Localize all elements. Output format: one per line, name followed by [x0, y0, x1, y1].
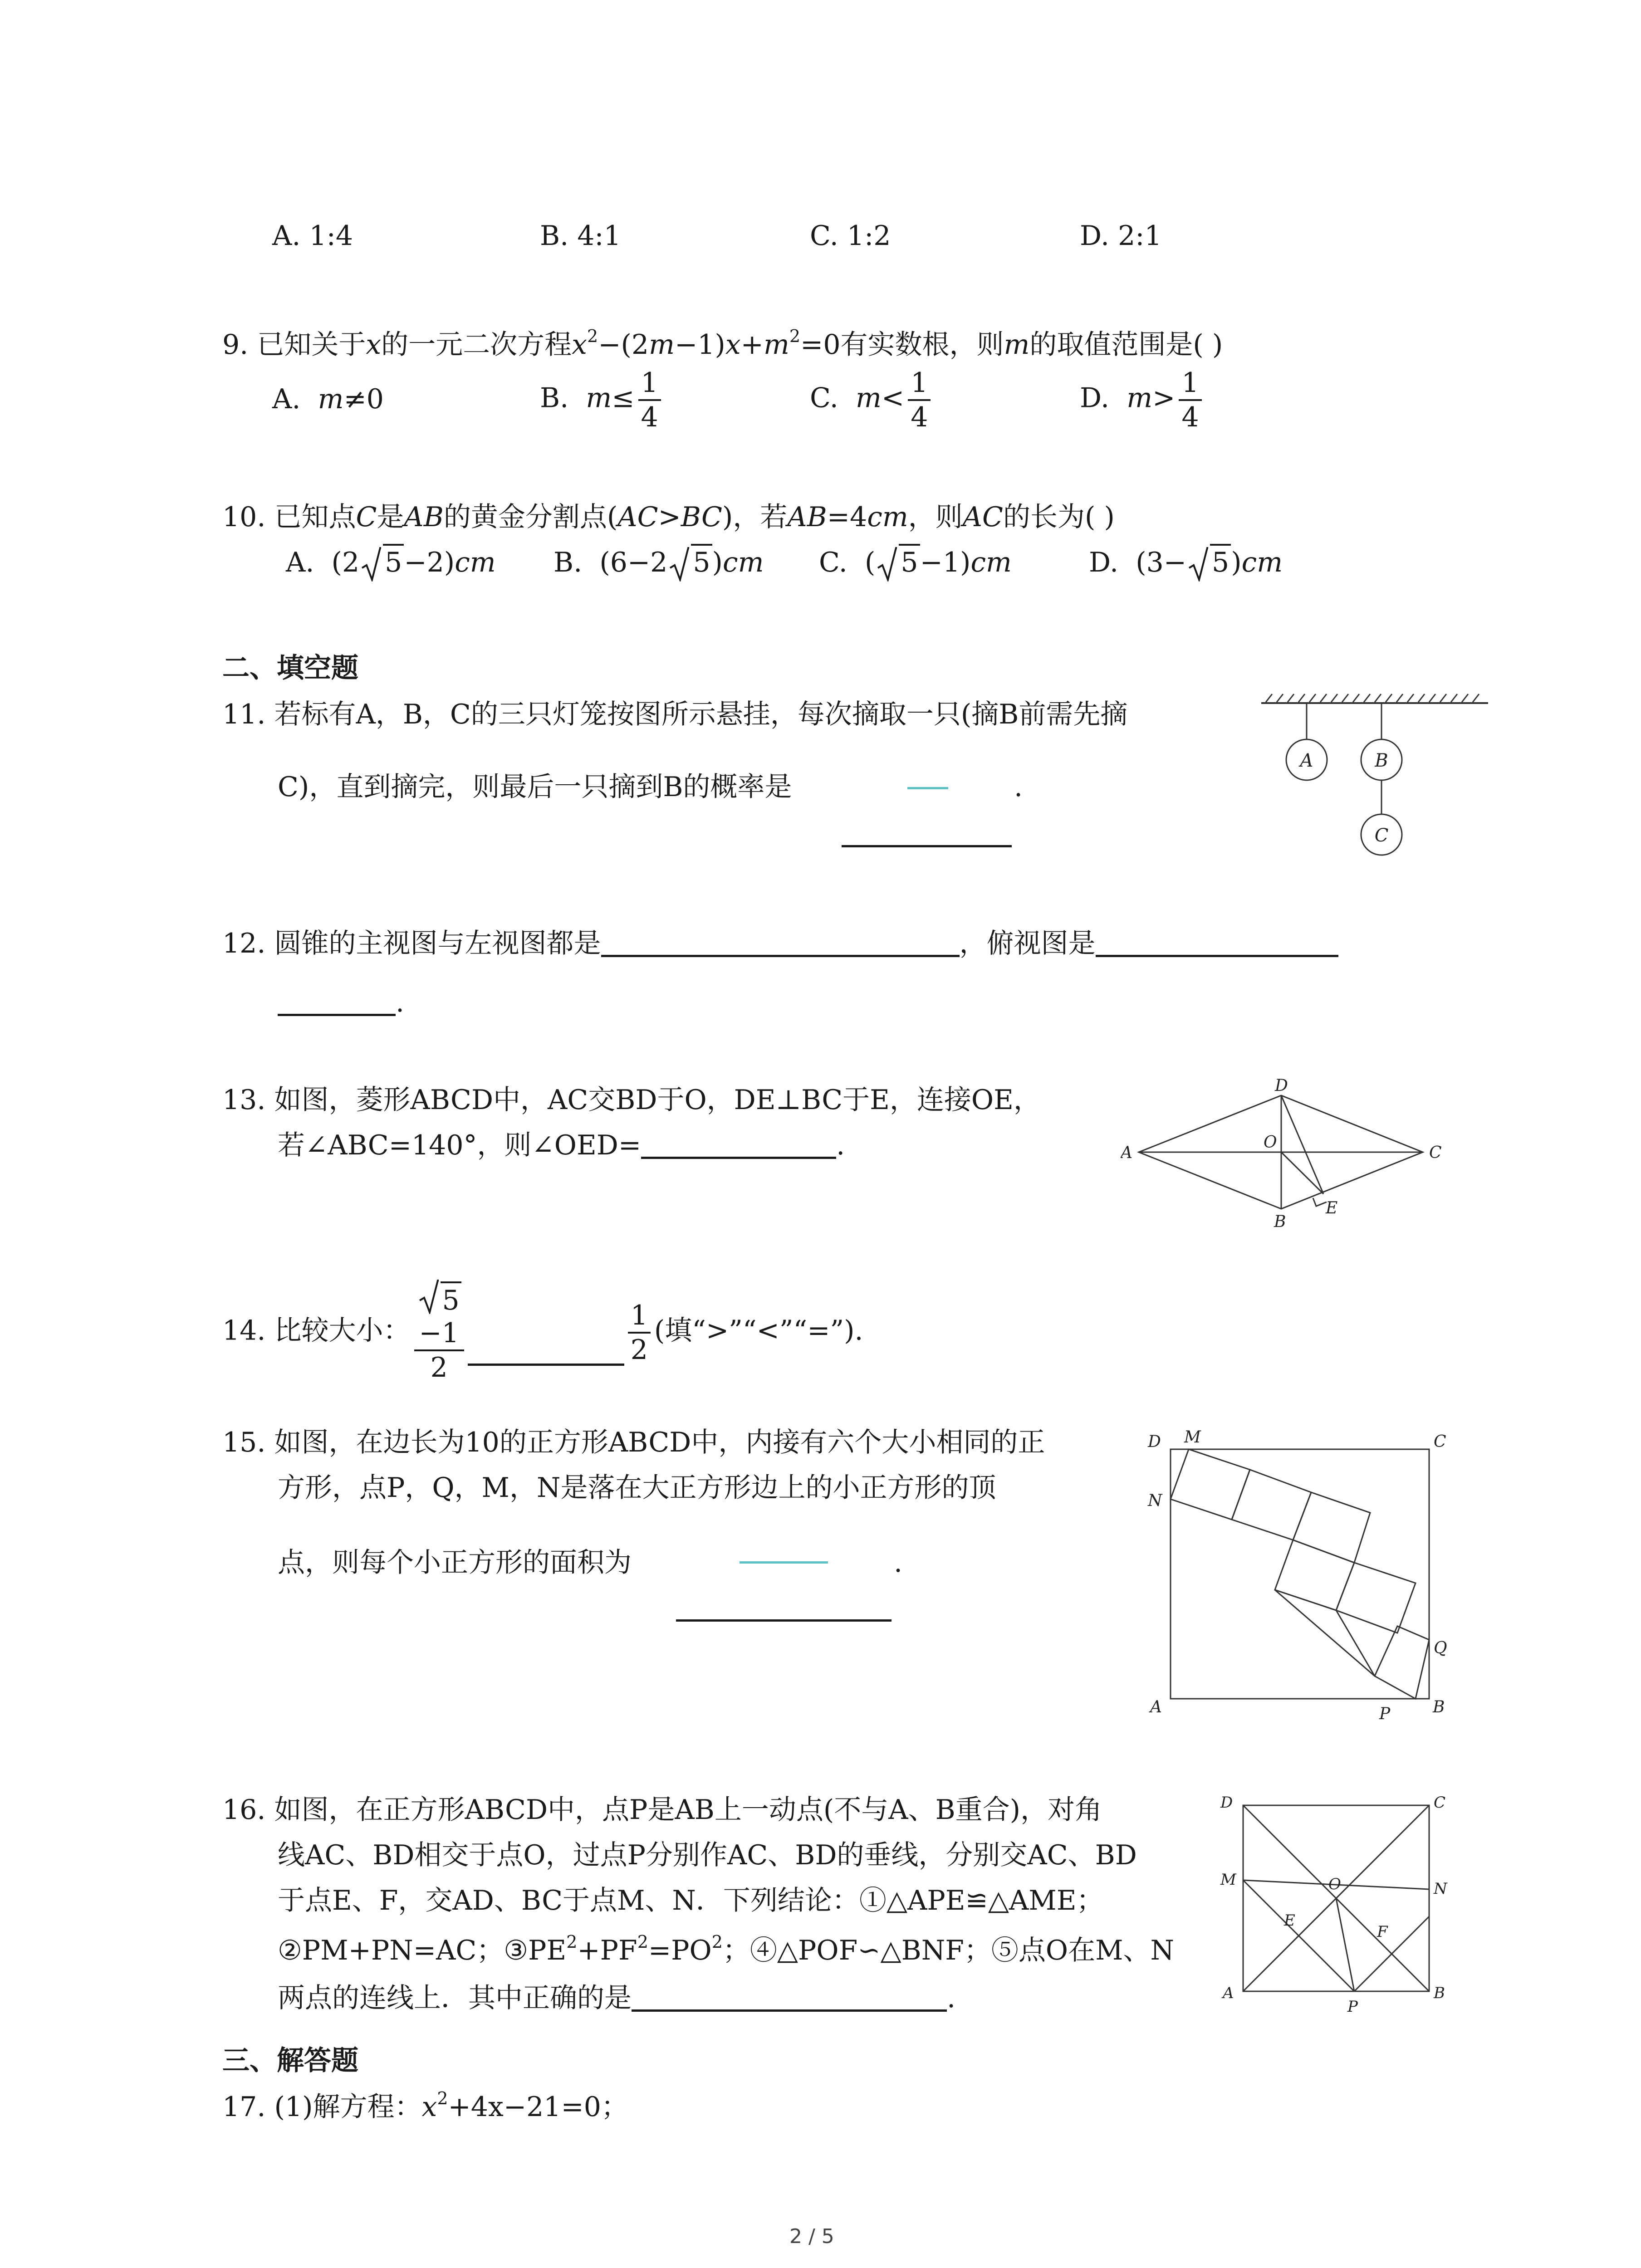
svg-text:E: E [1326, 1199, 1338, 1217]
q8-option-a: A. 1:4 [272, 220, 353, 252]
svg-text:N: N [1148, 1491, 1162, 1510]
q10-option-d: D. (3− 5)cm [1089, 549, 1283, 576]
q13-blank [641, 1157, 836, 1159]
q12-line2: . [278, 989, 404, 1016]
q10-option-c: C. ( 5−1)cm [819, 549, 1012, 576]
section-heading-fill-in: 二、填空题 [222, 652, 358, 684]
q10-stem: 10. 已知点C是AB的黄金分割点(AC>BC)，若AB=4cm，则AC的长为( ) [222, 501, 1115, 533]
q12-blank-2 [1096, 955, 1338, 957]
q10-option-a: A. (2 5−2)cm [286, 549, 496, 576]
svg-text:A: A [1223, 1984, 1234, 2002]
q16-line3: 于点E、F，交AD、BC于点M、N．下列结论：①△APE≌△AME； [278, 1885, 1104, 1916]
q13-line2: 若∠ABC=140°，则∠OED= . [278, 1129, 845, 1161]
svg-text:D: D [1220, 1794, 1233, 1812]
q15-line3: 点，则每个小正方形的面积为 [278, 1547, 632, 1579]
svg-text:B: B [1375, 750, 1388, 771]
svg-text:C: C [1434, 1432, 1446, 1451]
svg-text:M: M [1184, 1428, 1201, 1447]
svg-text:A: A [1300, 750, 1313, 771]
q9-option-a: A. m≠0 [272, 383, 384, 415]
q9-option-d: D. m> $\frac{1}{4}$ [1080, 367, 1205, 434]
q11-period: . [1014, 771, 1023, 803]
svg-text:A: A [1150, 1698, 1162, 1716]
q9-option-c: C. m< $\frac{1}{4}$ [810, 367, 934, 434]
page-number: 2 / 5 [789, 2225, 834, 2248]
svg-text:O: O [1264, 1133, 1277, 1152]
q15-answer-mark [740, 1561, 828, 1564]
q16-blank [632, 2009, 947, 2012]
q11-answer-blank [842, 845, 1012, 847]
q11-answer-mark [907, 787, 948, 789]
q13-line1: 13. 如图，菱形ABCD中，AC交BD于O，DE⊥BC于E，连接OE， [222, 1084, 1041, 1116]
svg-text:B: B [1433, 1698, 1445, 1716]
svg-text:D: D [1275, 1077, 1288, 1095]
q12-blank-2-cont [278, 1014, 396, 1016]
svg-text:O: O [1328, 1875, 1341, 1893]
svg-text:Q: Q [1434, 1639, 1447, 1657]
svg-text:C: C [1374, 825, 1389, 846]
svg-text:C: C [1429, 1144, 1442, 1162]
svg-text:B: B [1434, 1984, 1445, 2002]
q17-line: 17. (1)解方程：$x^2+4x-21=0$； [222, 2088, 628, 2123]
q16-line5: 两点的连线上．其中正确的是 . [278, 1982, 956, 2014]
q11-line2: C)，直到摘完，则最后一只摘到B的概率是 [278, 771, 792, 803]
q12-line1: 12. 圆锥的主视图与左视图都是 ，俯视图是 [222, 930, 1338, 957]
q16-line2: 线AC、BD相交于点O，过点P分别作AC、BD的垂线，分别交AC、BD [278, 1839, 1137, 1871]
svg-text:F: F [1377, 1923, 1388, 1941]
q13-rhombus-figure [1121, 1077, 1447, 1232]
q8-option-c: C. 1:2 [810, 220, 891, 252]
svg-text:B: B [1274, 1212, 1286, 1231]
q12-blank-1 [601, 955, 960, 957]
q16-line1: 16. 如图，在正方形ABCD中，点P是AB上一动点(不与A、B重合)，对角 [222, 1794, 1102, 1826]
q16-line4: ②PM+PN=AC；$③PE^2+PF^2=PO^2$；④△POF∽△BNF；⑤点O在M、N [278, 1932, 1175, 1966]
q10-option-b: B. (6−2 5)cm [554, 549, 764, 576]
svg-text:M: M [1220, 1871, 1236, 1889]
q14-line: 14. 比较大小： 5 −1 2 $\frac{1}{2}$ (填“>”“<”“=”). [222, 1281, 863, 1384]
q15-square-figure [1139, 1427, 1465, 1721]
q8-option-b: B. 4:1 [540, 220, 621, 252]
q15-line1: 15. 如图，在边长为10的正方形ABCD中，内接有六个大小相同的正 [222, 1427, 1045, 1458]
section-heading-answer: 三、解答题 [222, 2045, 358, 2077]
svg-text:D: D [1148, 1432, 1161, 1451]
q8-option-d: D. 2:1 [1080, 220, 1162, 252]
q16-square-figure [1207, 1785, 1461, 2021]
svg-text:E: E [1284, 1911, 1295, 1930]
svg-text:A: A [1121, 1144, 1132, 1162]
svg-text:P: P [1379, 1705, 1391, 1721]
q9-stem: 9. 已知关于x的一元二次方程$x^2-(2m-1)x+m^2=0$有实数根，则m的取值范围是( ) [222, 326, 1223, 361]
q15-answer-blank [676, 1619, 892, 1622]
svg-text:P: P [1347, 1998, 1358, 2016]
q15-period: . [894, 1547, 903, 1579]
q11-lantern-figure [1257, 689, 1493, 871]
q9-option-b: B. m≤ $\frac{1}{4}$ [540, 367, 665, 434]
q14-blank [468, 1364, 624, 1366]
svg-text:N: N [1434, 1880, 1447, 1898]
q15-line2: 方形，点P，Q，M，N是落在大正方形边上的小正方形的顶 [278, 1472, 996, 1504]
q11-line1: 11. 若标有A，B，C的三只灯笼按图所示悬挂，每次摘取一只(摘B前需先摘 [222, 699, 1128, 730]
svg-text:C: C [1434, 1794, 1446, 1812]
